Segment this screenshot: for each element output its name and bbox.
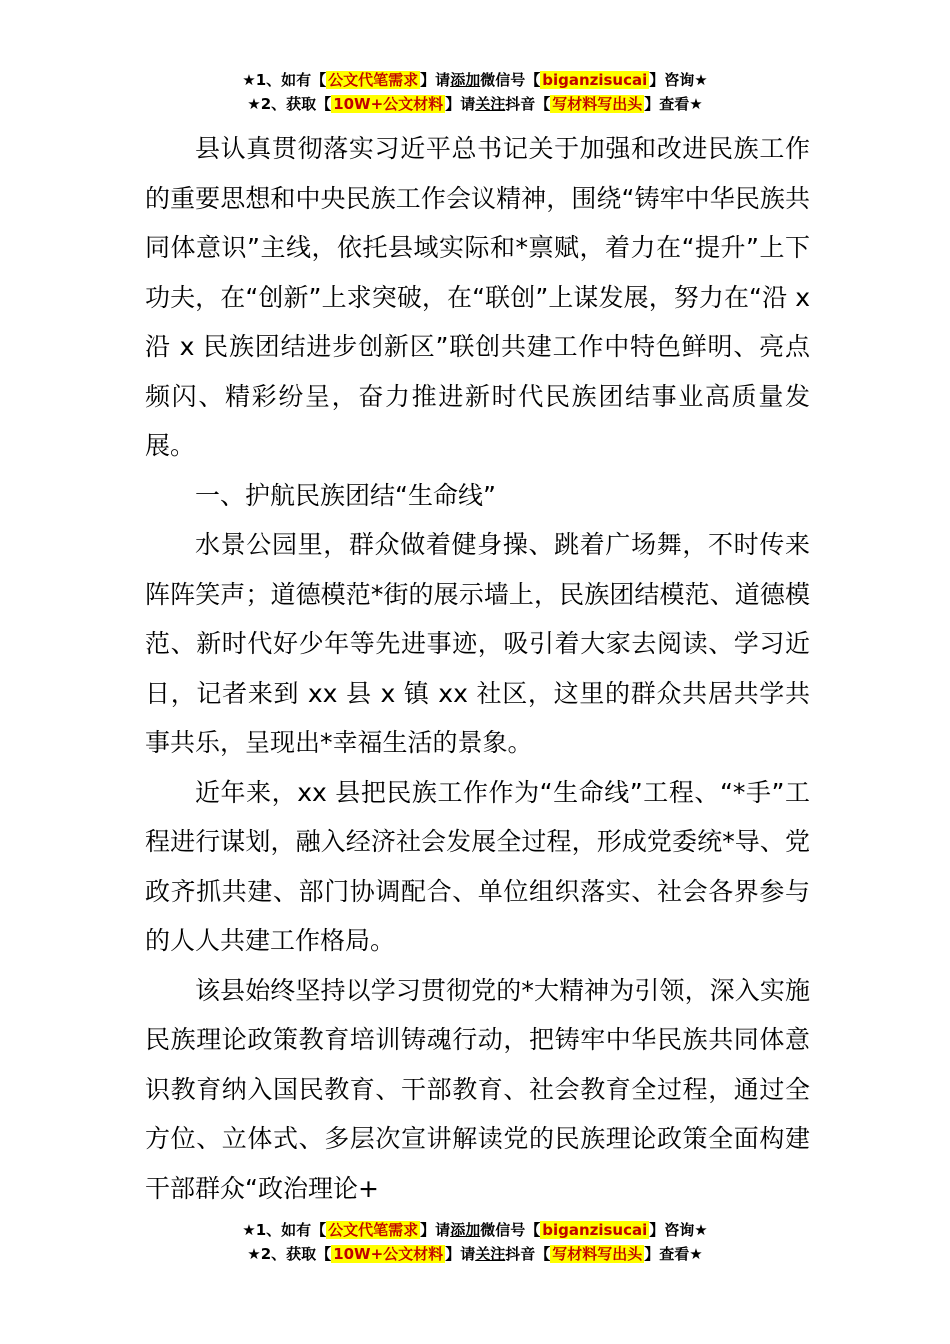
banner-line-1: ★1、如有【 公文代笔需求 】请添加微信号【 biganzisucai 】咨询★: [242, 71, 708, 89]
highlight-service: 公文代笔需求: [328, 1221, 419, 1239]
section-heading: 一、护航民族团结“生命线”: [195, 480, 496, 510]
paragraph: 水景公园里，群众做着健身操、跳着广场舞，不时传来阵阵笑声；道德模范*街的展示墙上，民族团结模范、道德模范、新时代好少年等先进事迹，吸引着大家去阅读、学习近日，记者来到 xx 县 x 镇 xx 社区，这里的群众共居共学共事共乐，呈现出*幸福生活的景象。: [145, 530, 810, 757]
paragraph: 该县始终坚持以学习贯彻党的*大精神为引领，深入实施民族理论政策教育培训铸魂行动，把铸牢中华民族共同体意识教育纳入国民教育、干部教育、社会教育全过程，通过全方位、立体式、多层次宣讲解读党的民族理论政策全面构建干部群众“政治理论+: [145, 975, 810, 1203]
banner-line-1: ★1、如有【 公文代笔需求 】请添加微信号【 biganzisucai 】咨询★: [242, 1221, 708, 1239]
footer-banner: [0, 1218, 950, 1266]
highlight-wechat-id: biganzisucai: [542, 1221, 648, 1239]
header-banner: [0, 68, 950, 116]
banner-line-2: ★2、获取【 10W+公文材料 】请关注抖音【 写材料写出头 】查看★: [247, 95, 703, 113]
highlight-douyin-id: 写材料写出头: [552, 1245, 643, 1263]
highlight-douyin-id: 写材料写出头: [552, 95, 643, 113]
highlight-wechat-id: biganzisucai: [542, 71, 648, 89]
highlight-materials: 10W+公文材料: [333, 1245, 444, 1263]
paragraph: 县认真贯彻落实习近平总书记关于加强和改进民族工作的重要思想和中央民族工作会议精神，围绕“铸牢中华民族共同体意识”主线，依托县域实际和*禀赋，着力在“提升”上下功夫，在“创新”上求突破，在“联创”上谋发展，努力在“沿 x 沿 x 民族团结进步创新区”联创共建工作中特色鲜明、亮点频闪、精彩纷呈，奋力推进新时代民族团结事业高质量发展。: [145, 134, 810, 460]
paragraph: 近年来，xx 县把民族工作作为“生命线”工程、“*手”工程进行谋划，融入经济社会发展全过程，形成党委统*导、党政齐抓共建、部门协调配合、单位组织落实、社会各界参与的人人共建工作格局。: [145, 777, 810, 955]
banner-line-2: ★2、获取【 10W+公文材料 】请关注抖音【 写材料写出头 】查看★: [247, 1245, 703, 1263]
highlight-materials: 10W+公文材料: [333, 95, 444, 113]
document-body: [145, 124, 810, 1213]
highlight-service: 公文代笔需求: [328, 71, 419, 89]
